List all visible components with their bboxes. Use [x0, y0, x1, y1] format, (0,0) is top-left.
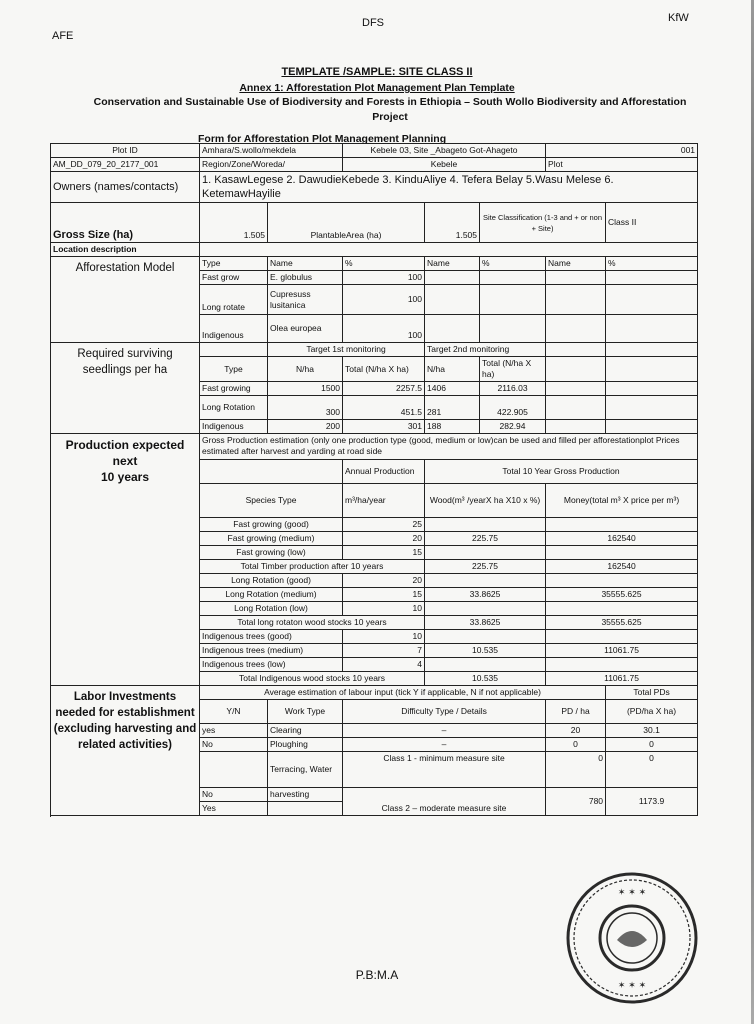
seed-type: Indigenous [200, 420, 268, 434]
model-col-pct: % [343, 257, 425, 271]
owners-list: 1. KasawLegese 2. DawudieKebede 3. KinduAliye 4. Tefera Belay 5.Wasu Melese 6. KetemawHayilie [200, 172, 698, 203]
prod-type: Indigenous trees (good) [200, 630, 343, 644]
prod-annual: 25 [343, 518, 425, 532]
seed-t1: 2257.5 [343, 382, 425, 396]
seed-col-total2: Total (N/ha X ha) [480, 357, 546, 382]
prod-annual: 10 [343, 602, 425, 616]
seed-type: Long Rotation [200, 396, 268, 420]
prod-wood [425, 630, 546, 644]
footer-text: P.B:M.A [355, 968, 399, 982]
svg-text:✶ ✶ ✶: ✶ ✶ ✶ [617, 981, 647, 991]
prod-money [546, 630, 698, 644]
labor-diff: – [343, 724, 546, 738]
model-col-name: Name [268, 257, 343, 271]
prod-annual: 7 [343, 644, 425, 658]
col-money: Money(total m³ X price per m³) [546, 484, 698, 518]
annex-title: Annex 1: Afforestation Plot Management Plan Template [239, 82, 515, 94]
prod-annual: 20 [343, 532, 425, 546]
labor-pd: 20 [546, 724, 606, 738]
model-pct: 100 [343, 315, 425, 343]
labor-diff: – [343, 738, 546, 752]
prod-type: Fast growing (medium) [200, 532, 343, 546]
production-note: Gross Production estimation (only one production type (good, medium or low)can be used and filled per afforestationplot Prices estimated after harvest and yarding at road side [200, 434, 698, 460]
labor-avg-note: Average estimation of labour input (tick Y if applicable, N if not applicable) [200, 686, 606, 700]
labor-diff: Class 2 – moderate measure site [343, 788, 546, 816]
model-col-pct-3: % [606, 257, 698, 271]
site-class-label: Site Classification (1-3 and + or non + Site) [480, 203, 606, 243]
location-desc-label: Location description [51, 243, 200, 257]
prod-money [546, 546, 698, 560]
seed-n1: 300 [268, 396, 343, 420]
prod-money [546, 658, 698, 672]
region-label: Region/Zone/Woreda/ [200, 158, 343, 172]
labor-yn: No [200, 738, 268, 752]
labor-work: harvesting [268, 788, 343, 802]
model-pct: 100 [343, 271, 425, 285]
seed-t2: 2116.03 [480, 382, 546, 396]
labor-col-work: Work Type [268, 700, 343, 724]
seed-t2: 422.905 [480, 396, 546, 420]
prod-wood: 225.75 [425, 560, 546, 574]
model-name: Cupresuss lusitanica [268, 285, 343, 315]
plantable-label: PlantableArea (ha) [268, 203, 425, 243]
prod-wood: 225.75 [425, 532, 546, 546]
plot-management-table [50, 143, 698, 816]
labor-yn [200, 752, 268, 788]
prod-type: Fast growing (good) [200, 518, 343, 532]
model-col-name-2: Name [425, 257, 480, 271]
production-label-line1: Production expected [65, 438, 185, 452]
prod-money: 35555.625 [546, 588, 698, 602]
seed-n1: 1500 [268, 382, 343, 396]
header-right: KfW [668, 12, 689, 24]
prod-wood [425, 546, 546, 560]
prod-wood [425, 602, 546, 616]
labor-yn: yes [200, 724, 268, 738]
col-annual: Annual Production [343, 460, 425, 484]
prod-annual: 15 [343, 546, 425, 560]
prod-type: Total long rotaton wood stocks 10 years [200, 616, 425, 630]
labor-yn: No [200, 788, 268, 802]
labor-col-pdha: PD / ha [546, 700, 606, 724]
labor-pd: 0 [546, 752, 606, 788]
col-species-type: Species Type [200, 484, 343, 518]
model-col-name-3: Name [546, 257, 606, 271]
labor-work: Terracing, Water [268, 752, 343, 788]
model-name: E. globulus [268, 271, 343, 285]
col-total-gross: Total 10 Year Gross Production [425, 460, 698, 484]
production-label-line3: 10 years [100, 470, 150, 484]
prod-type: Indigenous trees (medium) [200, 644, 343, 658]
seed-t1: 301 [343, 420, 425, 434]
model-type: Indigenous [200, 315, 268, 343]
plot-id-label: Plot ID [51, 144, 200, 158]
template-title: TEMPLATE /SAMPLE: SITE CLASS II [281, 66, 473, 78]
prod-type: Long Rotation (medium) [200, 588, 343, 602]
prod-money: 35555.625 [546, 616, 698, 630]
model-col-pct-2: % [480, 257, 546, 271]
prod-wood: 10.535 [425, 672, 546, 686]
target-2nd: Target 2nd monitoring [425, 343, 546, 357]
labor-pd: 780 [546, 788, 606, 816]
labor-pd: 0 [546, 738, 606, 752]
prod-type: Indigenous trees (low) [200, 658, 343, 672]
labor-total: 0 [606, 752, 698, 788]
model-name: Olea europea [268, 315, 343, 343]
prod-wood: 33.8625 [425, 588, 546, 602]
prod-wood [425, 574, 546, 588]
seed-n1: 200 [268, 420, 343, 434]
prod-wood: 10.535 [425, 644, 546, 658]
seed-col-nha-2: N/ha [425, 357, 480, 382]
prod-type: Total Indigenous wood stocks 10 years [200, 672, 425, 686]
prod-annual: 10 [343, 630, 425, 644]
seedlings-label: Required surviving seedlings per ha [51, 343, 200, 434]
official-seal-stamp [562, 868, 702, 1008]
form-title: Form for Afforestation Plot Management Planning [198, 133, 447, 145]
prod-money: 162540 [546, 532, 698, 546]
labor-work: Ploughing [268, 738, 343, 752]
location-desc-value [200, 243, 698, 257]
labor-yn: Yes [200, 802, 268, 816]
prod-money: 162540 [546, 560, 698, 574]
production-label-line2: next [112, 454, 138, 468]
production-label [51, 434, 200, 686]
labor-col-yn: Y/N [200, 700, 268, 724]
kebele-line: Kebele 03, Site _Abageto Got-Ahageto [343, 144, 546, 158]
owners-label: Owners (names/contacts) [51, 172, 200, 203]
gross-size-value: 1.505 [200, 203, 268, 243]
prod-money [546, 518, 698, 532]
model-type: Long rotate [200, 285, 268, 315]
col-wood: Wood(m³ /yearX ha X10 x %) [425, 484, 546, 518]
seed-t2: 282.94 [480, 420, 546, 434]
labor-work [268, 802, 343, 816]
labor-total: 1173.9 [606, 788, 698, 816]
model-pct: 100 [343, 285, 425, 315]
header-left: AFE [52, 30, 74, 42]
prod-type: Total Timber production after 10 years [200, 560, 425, 574]
plantable-value: 1.505 [425, 203, 480, 243]
plot-label: Plot [546, 158, 698, 172]
labor-total: 30.1 [606, 724, 698, 738]
plot-id-value: AM_DD_079_20_2177_001 [51, 158, 200, 172]
kebele-label: Kebele [343, 158, 546, 172]
seed-col-type: Type [200, 357, 268, 382]
prod-money: 11061.75 [546, 672, 698, 686]
labor-work: Clearing [268, 724, 343, 738]
prod-wood: 33.8625 [425, 616, 546, 630]
svg-text:✶ ✶ ✶: ✶ ✶ ✶ [617, 888, 647, 898]
prod-type: Fast growing (low) [200, 546, 343, 560]
seed-n2: 281 [425, 396, 480, 420]
seed-n2: 1406 [425, 382, 480, 396]
labor-col-pdha-x: (PD/ha X ha) [606, 700, 698, 724]
model-col-type: Type [200, 257, 268, 271]
project-title: Conservation and Sustainable Use of Biodiversity and Forests in Ethiopia – South Wollo Biodiversity and Afforestation Project [93, 96, 687, 123]
labor-col-diff: Difficulty Type / Details [343, 700, 546, 724]
prod-annual: 4 [343, 658, 425, 672]
prod-type: Long Rotation (good) [200, 574, 343, 588]
seed-type: Fast growing [200, 382, 268, 396]
prod-wood [425, 518, 546, 532]
afforestation-model-label: Afforestation Model [51, 257, 200, 343]
gross-size-label: Gross Size (ha) [51, 203, 200, 243]
seed-col-total1: Total (N/ha X ha) [343, 357, 425, 382]
prod-money [546, 602, 698, 616]
model-type: Fast grow [200, 271, 268, 285]
target-1st: Target 1st monitoring [268, 343, 425, 357]
plot-code: 001 [546, 144, 698, 158]
prod-money: 11061.75 [546, 644, 698, 658]
labor-label: Labor Investments needed for establishment (excluding harvesting and related activities) [51, 686, 200, 816]
prod-annual: 20 [343, 574, 425, 588]
prod-money [546, 574, 698, 588]
seed-n2: 188 [425, 420, 480, 434]
labor-total: 0 [606, 738, 698, 752]
labor-col-total-pds: Total PDs [606, 686, 698, 700]
prod-annual: 15 [343, 588, 425, 602]
prod-wood [425, 658, 546, 672]
location-line: Amhara/S.wollo/mekdela [200, 144, 343, 158]
prod-type: Long Rotation (low) [200, 602, 343, 616]
seed-col-nha: N/ha [268, 357, 343, 382]
col-unit: m³/ha/year [343, 484, 425, 518]
seed-t1: 451.5 [343, 396, 425, 420]
site-class-value: Class II [606, 203, 698, 243]
header-center: DFS [362, 17, 384, 29]
labor-diff: Class 1 - minimum measure site [343, 752, 546, 788]
